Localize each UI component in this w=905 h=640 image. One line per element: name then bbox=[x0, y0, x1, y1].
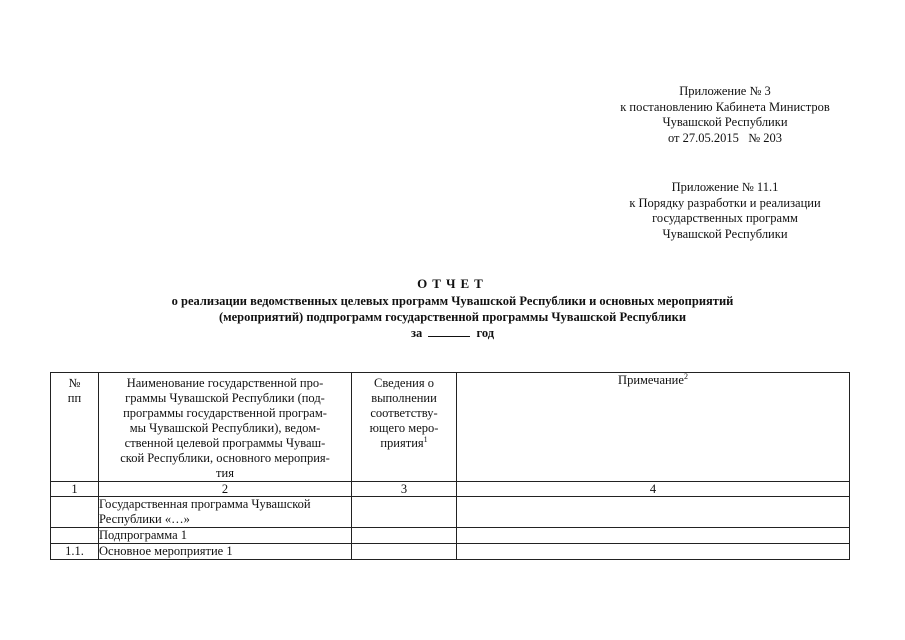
header-num-line-2: пп bbox=[67, 391, 82, 405]
report-subtitle-line-1: о реализации ведомственных целевых программ Чувашской Республики и основных мероприятий bbox=[171, 294, 734, 308]
index-cell: 1 bbox=[51, 482, 99, 497]
header-name-line-7: тия bbox=[216, 466, 234, 480]
column-index-row bbox=[51, 482, 850, 497]
header-note-text: Примечание bbox=[618, 373, 684, 387]
report-year-line bbox=[0, 325, 905, 341]
header-name-line-2: граммы Чувашской Республики (под- bbox=[125, 391, 325, 405]
header-num-line-1: № bbox=[68, 376, 81, 390]
row-note-cell bbox=[457, 528, 850, 544]
row-name-cell: Государственная программа Чувашской Республики «…» bbox=[99, 497, 352, 528]
year-suffix: год bbox=[476, 326, 495, 340]
row-info-cell bbox=[352, 497, 457, 528]
report-subtitle-line-2: (мероприятий) подпрограмм государственной программы Чувашской Республики bbox=[218, 310, 687, 324]
table-header-row bbox=[51, 373, 850, 482]
header-info-line-4: ющего меро- bbox=[369, 421, 439, 435]
year-blank-field bbox=[428, 326, 470, 337]
header-name-line-5: ственной целевой программы Чуваш- bbox=[124, 436, 326, 450]
header-info-line-5 bbox=[358, 436, 450, 451]
header-note bbox=[457, 373, 850, 482]
index-cell: 4 bbox=[457, 482, 850, 497]
row-num-cell: 1.1. bbox=[51, 544, 99, 560]
row-name-cell: Основное мероприятие 1 bbox=[99, 544, 352, 560]
appendix-11-line-1: Приложение № 11.1 bbox=[671, 180, 779, 194]
row-num-cell bbox=[51, 528, 99, 544]
report-title-block bbox=[0, 276, 905, 341]
header-num bbox=[51, 373, 99, 482]
row-name-cell: Подпрограмма 1 bbox=[99, 528, 352, 544]
table-row bbox=[51, 544, 850, 560]
appendix-3-line-2: к постановлению Кабинета Министров bbox=[620, 99, 830, 114]
year-prefix: за bbox=[410, 326, 423, 340]
row-note-cell bbox=[457, 497, 850, 528]
footnote-2-marker: 2 bbox=[683, 371, 688, 381]
header-name-line-3: программы государственной програм- bbox=[123, 406, 327, 420]
header-name-line-1: Наименование государственной про- bbox=[126, 376, 324, 390]
header-name-line-6: ской Республики, основного мероприя- bbox=[120, 451, 330, 465]
appendix-3-line-1: Приложение № 3 bbox=[679, 84, 771, 98]
appendix-11-1-header bbox=[580, 180, 870, 242]
appendix-3-line-3: Чувашской Республики bbox=[662, 115, 788, 129]
header-info-line-3: соответству- bbox=[370, 406, 438, 420]
index-cell: 3 bbox=[352, 482, 457, 497]
header-info-line-1: Сведения о bbox=[374, 376, 434, 390]
appendix-11-line-3: государственных программ bbox=[652, 211, 798, 225]
row-info-cell bbox=[352, 544, 457, 560]
index-cell: 2 bbox=[99, 482, 352, 497]
header-name-line-4: мы Чувашской Республики), ведом- bbox=[129, 421, 321, 435]
table-row bbox=[51, 528, 850, 544]
report-heading: ОТЧЕТ bbox=[417, 276, 488, 291]
header-info bbox=[352, 373, 457, 482]
appendix-11-line-4: Чувашской Республики bbox=[662, 226, 788, 241]
appendix-3-line-4: от 27.05.2015 № 203 bbox=[667, 130, 783, 145]
header-info-line-2: выполнении bbox=[371, 391, 437, 405]
appendix-11-line-2: к Порядку разработки и реализации bbox=[629, 195, 821, 210]
header-info-line-5-text: приятия bbox=[380, 436, 424, 450]
footnote-1-marker: 1 bbox=[423, 434, 428, 444]
row-info-cell bbox=[352, 528, 457, 544]
row-num-cell bbox=[51, 497, 99, 528]
appendix-3-header bbox=[580, 84, 870, 146]
report-table bbox=[50, 372, 850, 560]
header-name bbox=[99, 373, 352, 482]
table-row bbox=[51, 497, 850, 528]
row-note-cell bbox=[457, 544, 850, 560]
